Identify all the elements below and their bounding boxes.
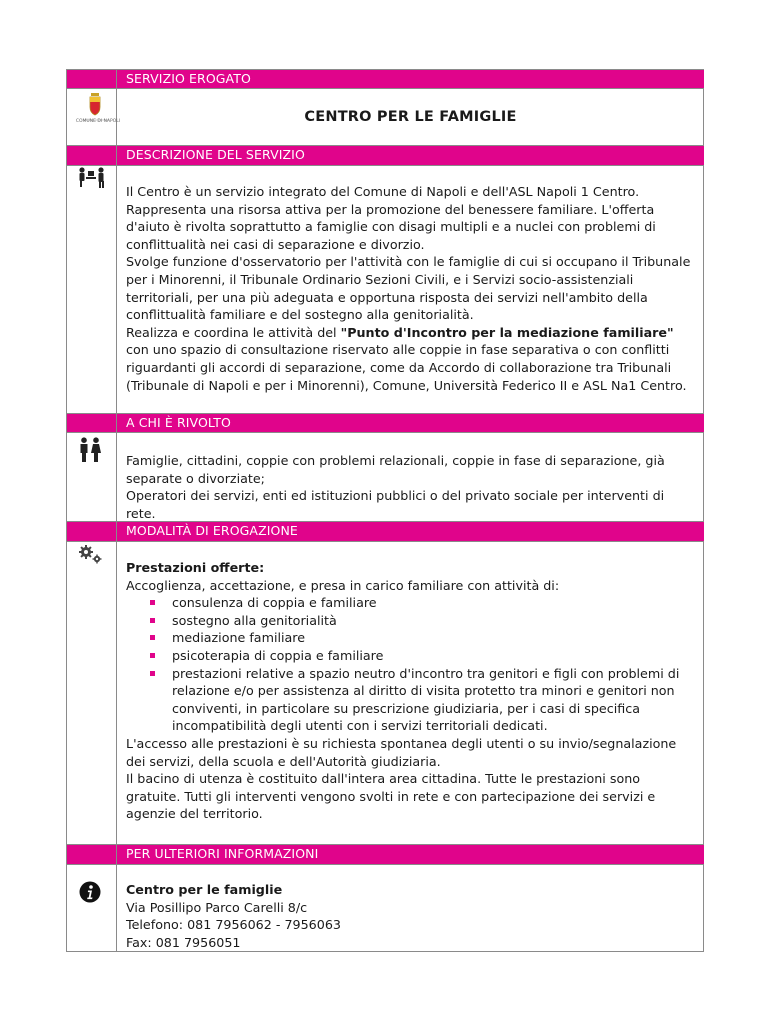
divider [67,88,703,89]
icon-column-divider [116,70,117,951]
description-text [126,183,694,394]
description-paragraph: Realizza e coordina le attività del "Punto d'Incontro per la mediazione familiare" con uno spazio di consultazione riservato alle coppie in fase separativa o con conflitti riguardanti gli accordi di separazione, come da Accordo di collaborazione tra Tribunali (Tribunale di Napoli e per i Minorenni), Comune, Università Federico II e ASL Na1 Centro. [126,324,687,393]
modalita-text [126,559,694,823]
couple-icon [78,437,102,467]
section-header-descrizione: DESCRIZIONE DEL SERVIZIO [117,146,704,165]
header-left-band [67,70,116,88]
header-left-band [67,414,116,432]
list-item: consulenza di coppia e familiare [150,594,694,612]
contact-name: Centro per le famiglie [126,882,283,897]
contact-address: Via Posillipo Parco Carelli 8/c [126,899,308,915]
punto-incontro-name: "Punto d'Incontro per la mediazione familiare" [340,324,674,340]
divider [67,864,703,865]
accesso-paragraph: L'accesso alle prestazioni è su richiesta spontanea degli utenti o su invio/segnalazione dei servizi, della scuola e dell'Autorità giudiziaria. [126,735,677,769]
list-item: mediazione familiare [150,629,694,647]
section-header-rivolto: A CHI È RIVOLTO [117,414,704,432]
header-left-band [67,146,116,165]
divider [67,165,703,166]
office-desk-icon [76,166,108,194]
page-title: CENTRO PER LE FAMIGLIE [304,109,517,125]
divider [67,432,703,433]
comune-napoli-logo [75,92,121,126]
target-text [126,452,694,522]
bacino-paragraph: Il bacino di utenza è costituito dall'intera area cittadina. Tutte le prestazioni sono gratuite. Tutti gli interventi vengono svolti in rete e con partecipazione dei servizi e agenzie del territorio. [126,771,656,822]
description-paragraph: Svolge funzione d'osservatorio per l'attività con le famiglie di cui si occupano il Tribunale per i Minorenni, il Tribunale Ordinario Sezioni Civili, e i Servizi socio-assistenziali territoriali, per una più adeguata e opportuna risposta dei servizi nell'ambito della conflittualità familiare e del sostegno alla genitorialità. [126,254,691,323]
section-header-servizio: SERVIZIO EROGATO [117,70,704,88]
section-header-info: PER ULTERIORI INFORMAZIONI [117,845,704,864]
description-paragraph: Il Centro è un servizio integrato del Comune di Napoli e dell'ASL Napoli 1 Centro. Rappresenta una risorsa attiva per la promozione del benessere familiare. L'offerta d'aiuto è rivolta soprattutto a famiglie con disagi multipli e a nuclei con problemi di conflittualità nei casi di separazione e divorzio. [126,184,656,252]
prestazioni-list [126,594,694,735]
gears-icon [78,544,104,570]
header-left-band [67,845,116,864]
divider [67,541,703,542]
target-paragraph: Famiglie, cittadini, coppie con problemi relazionali, coppie in fase di separazione, già separate o divorziate; [126,453,665,486]
prestazioni-heading: Prestazioni offerte: [126,560,265,575]
section-header-modalita: MODALITÀ DI EROGAZIONE [117,522,704,541]
contact-fax: Fax: 081 7956051 [126,934,241,950]
header-left-band [67,522,116,541]
prestazioni-intro: Accoglienza, accettazione, e presa in carico familiare con attività di: [126,577,560,593]
list-item: prestazioni relative a spazio neutro d'incontro tra genitori e figli con problemi di relazione e/o per assistenza al diritto di visita protetto tra minori e genitori non conviventi, in particolare su prescrizione giudiziaria, per i casi di specifica incompatibilità degli utenti con i servizi territoriali dedicati. [150,665,694,735]
logo-caption: COMUNE DI NAPOLI [75,119,121,124]
contact-phone: Telefono: 081 7956062 - 7956063 [126,917,341,933]
list-item: psicoterapia di coppia e familiare [150,647,694,665]
info-icon [79,881,101,907]
target-paragraph: Operatori dei servizi, enti ed istituzioni pubblici o del privato sociale per interventi di rete. [126,488,665,521]
list-item: sostegno alla genitorialità [150,612,694,630]
service-sheet [66,69,704,952]
contact-block [126,881,694,951]
